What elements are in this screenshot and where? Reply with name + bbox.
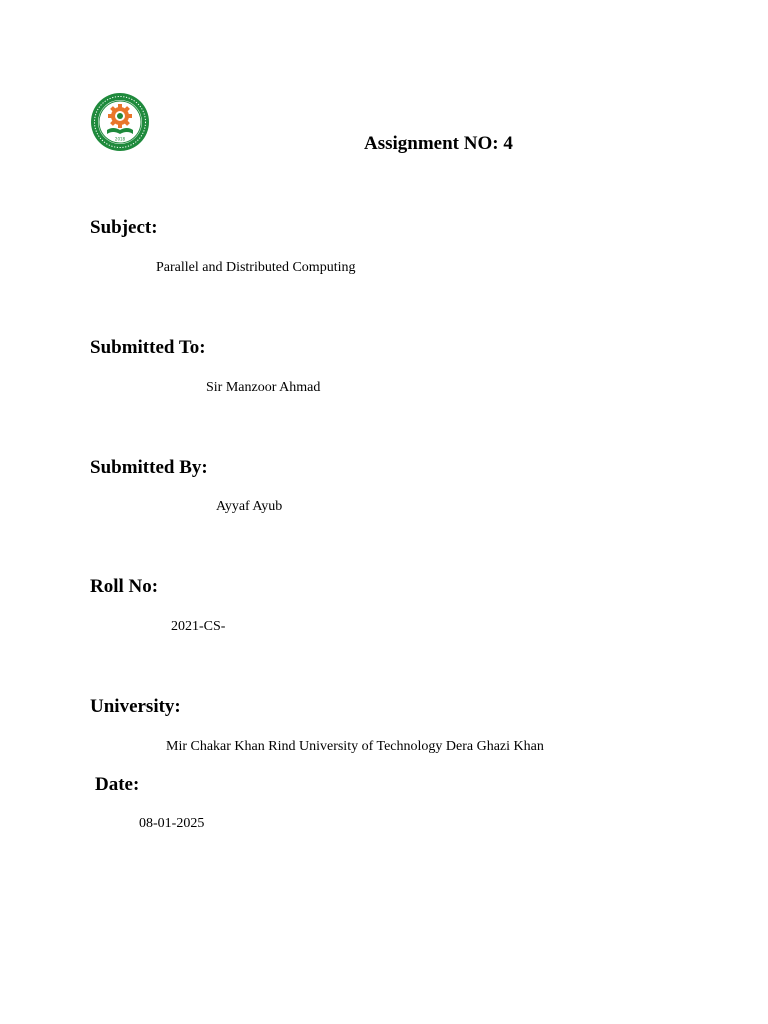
- subject-value: Parallel and Distributed Computing: [156, 260, 356, 275]
- university-seal-icon: [90, 92, 150, 152]
- date-value: 08-01-2025: [139, 816, 205, 831]
- subject-label: Subject:: [90, 217, 158, 238]
- submitted-by-label: Submitted By:: [90, 457, 208, 478]
- university-label: University:: [90, 696, 181, 717]
- svg-text:2018: 2018: [114, 136, 126, 142]
- submitted-to-value: Sir Manzoor Ahmad: [206, 380, 321, 395]
- date-label: Date:: [95, 774, 140, 795]
- roll-no-value: 2021-CS-: [171, 619, 226, 634]
- submitted-to-label: Submitted To:: [90, 337, 206, 358]
- submitted-by-value: Ayyaf Ayub: [216, 499, 283, 514]
- page-title: Assignment NO: 4: [364, 133, 513, 154]
- roll-no-label: Roll No:: [90, 576, 159, 597]
- university-value: Mir Chakar Khan Rind University of Technology Dera Ghazi Khan: [166, 739, 544, 754]
